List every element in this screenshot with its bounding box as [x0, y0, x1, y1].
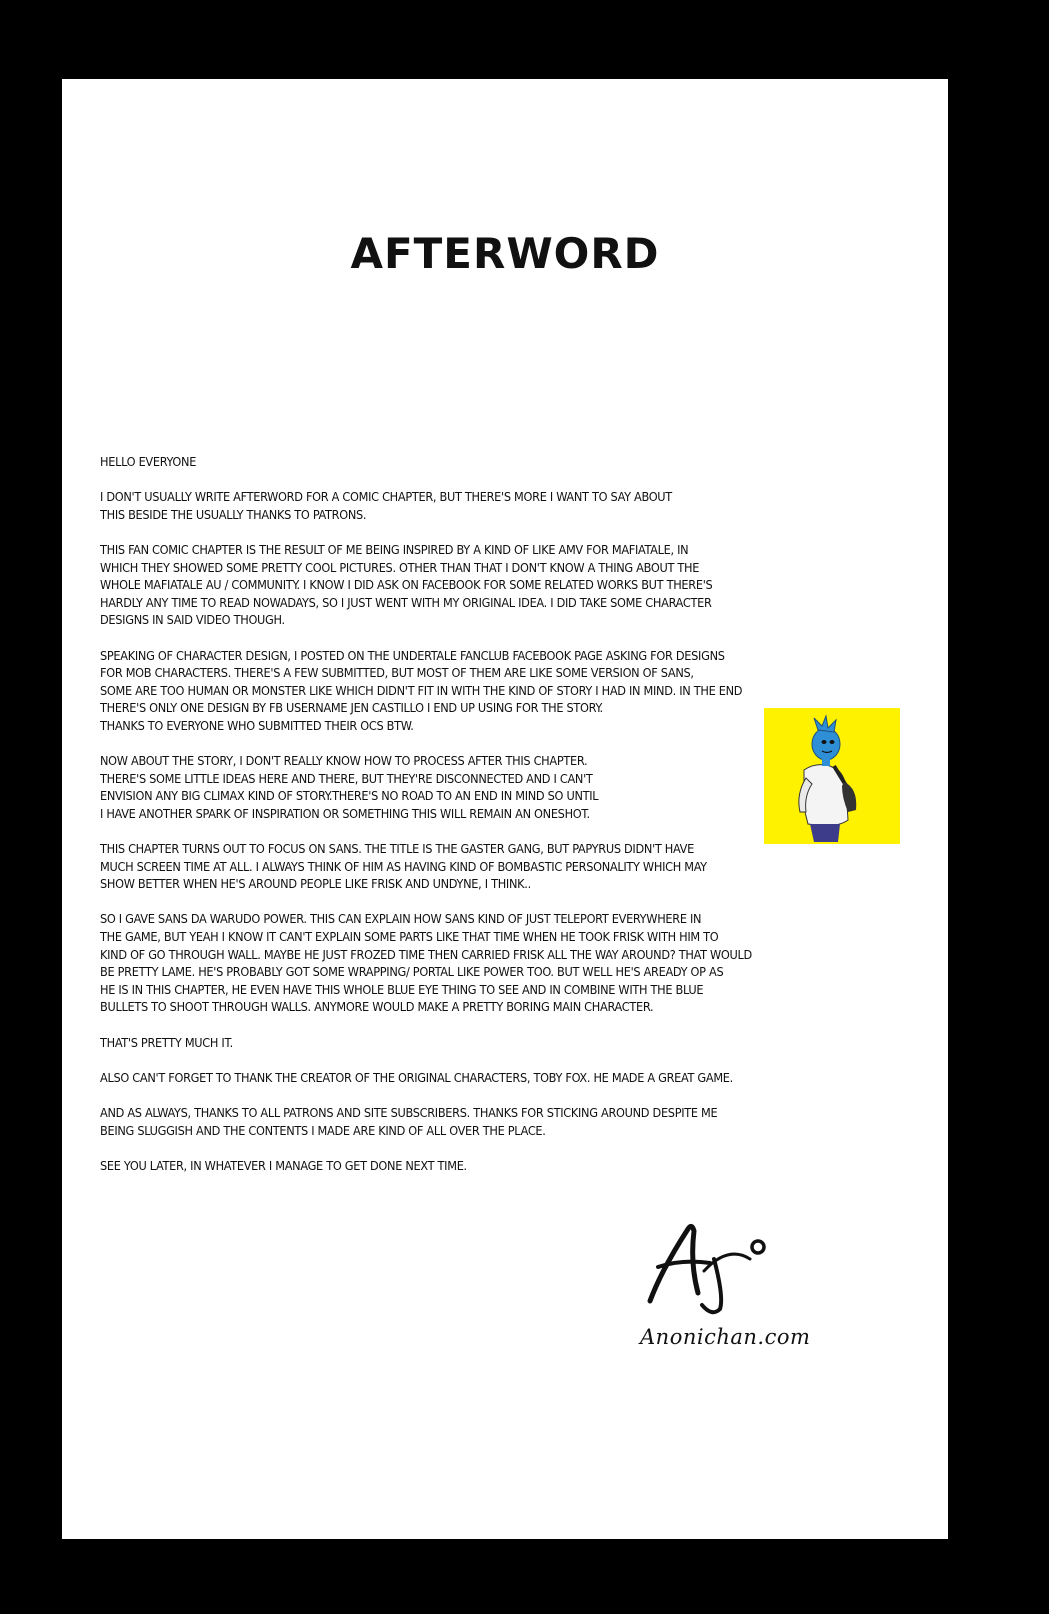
paragraph-character-design: SPEAKING OF CHARACTER DESIGN, I POSTED ON THE UNDERTALE FANCLUB FACEBOOK PAGE ASKING FOR DESIGNS FOR MOB CHARACTERS. THERE'S A FEW SUBMITTED, BUT MOST OF THEM ARE LIKE SOME VERSION OF SANS, SOME ARE TOO HUMAN OR MONSTER LIKE WHICH DIDN'T FIT IN WITH THE KIND OF STORY I HAD IN MIND. IN THE END THERE'S ONLY ONE DESIGN BY FB USERNAME JEN CASTILLO I END UP USING FOR THE STORY. THANKS TO EVERYONE WHO SUBMITTED THEIR OCS BTW.: [100, 647, 743, 733]
page-sheet: [62, 79, 948, 1539]
character-drawing: [764, 708, 900, 844]
paragraph-pretty-much: THAT'S PRETTY MUCH IT.: [100, 1034, 233, 1050]
paragraph-story: NOW ABOUT THE STORY, I DON'T REALLY KNOW HOW TO PROCESS AFTER THIS CHAPTER. THERE'S SOME LITTLE IDEAS HERE AND THERE, BUT THEY'RE DISCONNECTED AND I CAN'T ENVISION ANY BIG CLIMAX KIND OF STORY.THERE'S NO ROAD TO AN END IN MIND SO UNTIL I HAVE ANOTHER SPARK OF INSPIRATION OR SOMETHING THIS WILL REMAIN AN ONESHOT.: [100, 753, 599, 821]
paragraph-focus-sans: THIS CHAPTER TURNS OUT TO FOCUS ON SANS. THE TITLE IS THE GASTER GANG, BUT PAPYRUS DIDN'T HAVE MUCH SCREEN TIME AT ALL. I ALWAYS THINK OF HIM AS HAVING KIND OF BOMBASTIC PERSONALITY WHICH MAY SHOW BETTER WHEN HE'S AROUND PEOPLE LIKE FRISK AND UNDYNE, I THINK..: [100, 841, 707, 892]
site-url: Anonichan.com: [640, 1325, 811, 1349]
paragraph-patrons: AND AS ALWAYS, THANKS TO ALL PATRONS AND SITE SUBSCRIBERS. THANKS FOR STICKING AROUND DESPITE ME BEING SLUGGISH AND THE CONTENTS I MADE ARE KIND OF ALL OVER THE PLACE.: [100, 1104, 718, 1138]
paragraph-power: SO I GAVE SANS DA WARUDO POWER. THIS CAN EXPLAIN HOW SANS KIND OF JUST TELEPORT EVERYWHERE IN THE GAME, BUT YEAH I KNOW IT CAN'T EXPLAIN SOME PARTS LIKE THAT TIME WHEN HE TOOK FRISK WITH HIM TO KIND OF GO THROUGH WALL. MAYBE HE JUST FROZED TIME THEN CARRIED FRISK ALL THE WAY AROUND? THAT WOULD BE PRETTY LAME. HE'S PROBABLY GOT SOME WRAPPING/ PORTAL LIKE POWER TOO. BUT WELL HE'S AREADY OP AS HE IS IN THIS CHAPTER, HE EVEN HAVE THIS WHOLE BLUE EYE THING TO SEE AND IN COMBINE WITH THE BLUE BULLETS TO SHOOT THROUGH WALLS. ANYMORE WOULD MAKE A PRETTY BORING MAIN CHARACTER.: [100, 911, 752, 1015]
page-title: AFTERWORD: [350, 229, 660, 278]
paragraph-intro: I DON'T USUALLY WRITE AFTERWORD FOR A COMIC CHAPTER, BUT THERE'S MORE I WANT TO SAY ABOUT THIS BESIDE THE USUALLY THANKS TO PATRONS.: [100, 489, 672, 522]
author-signature: [632, 1209, 832, 1319]
paragraph-inspiration: THIS FAN COMIC CHAPTER IS THE RESULT OF ME BEING INSPIRED BY A KIND OF LIKE AMV FOR MAFIATALE, IN WHICH THEY SHOWED SOME PRETTY COOL PICTURES. OTHER THAN THAT I DON'T KNOW A THING ABOUT THE WHOLE MAFIATALE AU / COMMUNITY. I KNOW I DID ASK ON FACEBOOK FOR SOME RELATED WORKS BUT THERE'S HARDLY ANY TIME TO READ NOWADAYS, SO I JUST WENT WITH MY ORIGINAL IDEA. I DID TAKE SOME CHARACTER DESIGNS IN SAID VIDEO THOUGH.: [100, 541, 713, 628]
character-illustration: [764, 708, 900, 844]
signature-mark: [632, 1209, 832, 1319]
paragraph-greeting: HELLO EVERYONE: [100, 454, 197, 469]
paragraph-see-you: SEE YOU LATER, IN WHATEVER I MANAGE TO GET DONE NEXT TIME.: [100, 1157, 467, 1173]
paragraph-toby-fox: ALSO CAN'T FORGET TO THANK THE CREATOR OF THE ORIGINAL CHARACTERS, TOBY FOX. HE MADE A GREAT GAME.: [100, 1069, 733, 1085]
